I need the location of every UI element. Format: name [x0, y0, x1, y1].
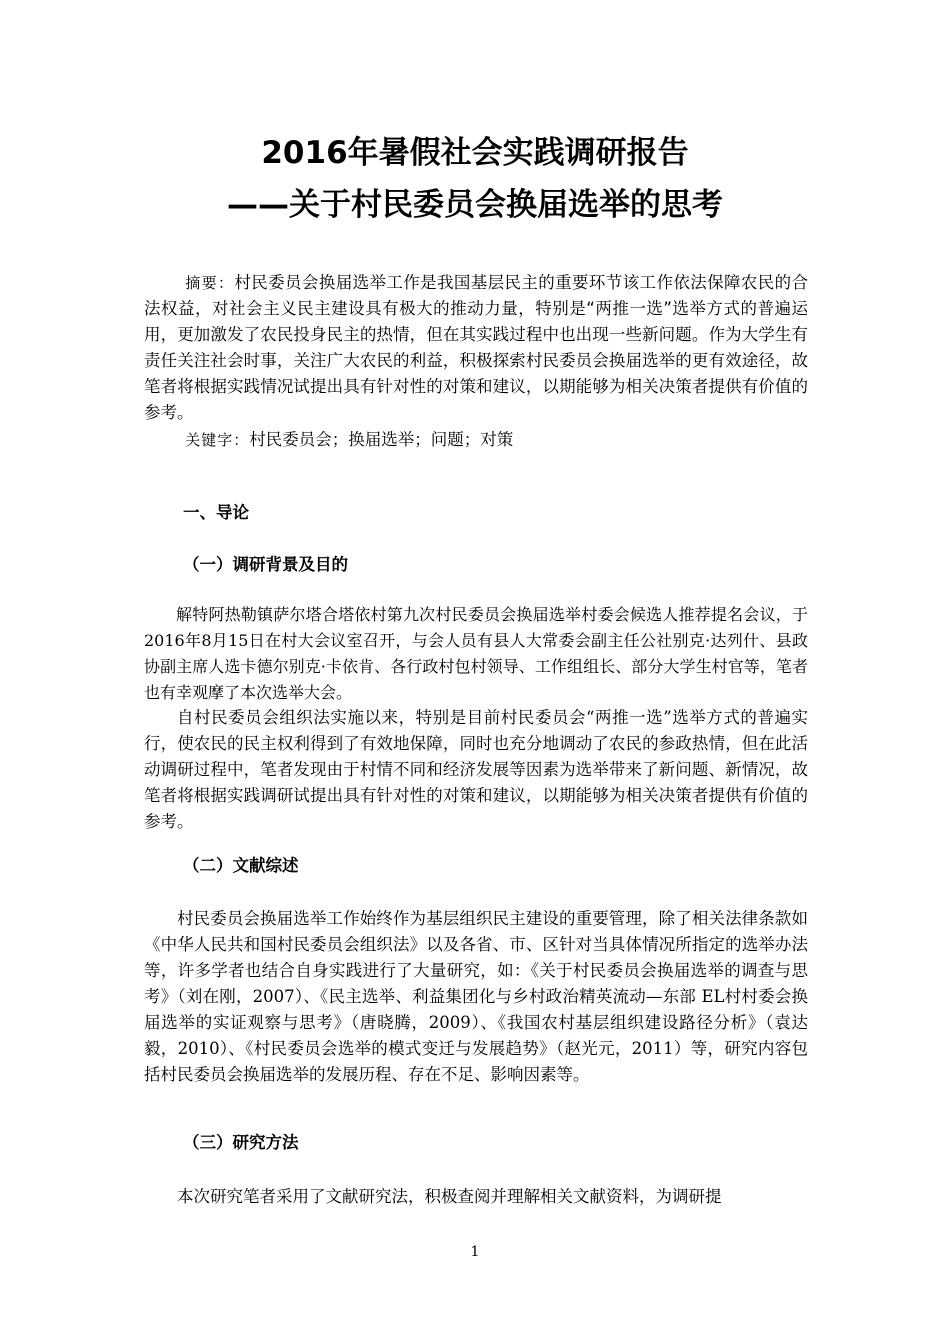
- paragraph-background-2: 自村民委员会组织法实施以来，特别是目前村民委员会“两推一选”选举方式的普遍实行，使农民的民主权利得到了有效地保障，同时也充分地调动了农民的参政热情，但在此活动调研过程中，笔者发现由于村情不同和经济发展等因素为选举带来了新问题、新情况，故笔者将根据实践调研试提出具有针对性的对策和建议，以期能够为相关决策者提供有价值的参考。: [144, 708, 808, 831]
- subsection-heading-literature: （二）文献综述: [183, 856, 299, 875]
- paragraph-method: 本次研究笔者采用了文献研究法，积极查阅并理解相关文献资料，为调研提: [177, 1187, 722, 1206]
- report-title: 2016年暑假社会实践调研报告: [261, 135, 689, 171]
- subsection-heading-background: （一）调研背景及目的: [183, 555, 348, 574]
- keywords-label: 关键字：: [185, 431, 250, 449]
- abstract: [144, 270, 808, 426]
- paragraph-background-1: 解特阿热勒镇萨尔塔合塔依村第九次村民委员会换届选举村委会候选人推荐提名会议，于2016年8月15日在村大会议室召开，与会人员有县人大常委会副主任公社别克·达列什、县政协副主席人选卡德尔别克·卡依肯、各行政村包村领导、工作组组长、部分大学生村官等，笔者也有幸观摩了本次选举大会。: [144, 605, 808, 702]
- paragraph-literature: 村民委员会换届选举工作始终作为基层组织民主建设的重要管理，除了相关法律条款如《中华人民共和国村民委员会组织法》以及各省、市、区针对当具体情况所指定的选举办法等，许多学者也结合自身实践进行了大量研究，如：《关于村民委员会换届选举的调查与思考》（刘在刚，2007）、《民主选举、利益集团化与乡村政治精英流动—东部 EL村村委会换届选举的实证观察与思考》（唐晓腾，2009）、《我国农村基层组织建设路径分析》（袁达毅，2010）、《村民委员会选举的模式变迁与发展趋势》（赵光元，2011）等，研究内容包括村民委员会换届选举的发展历程、存在不足、影响因素等。: [144, 909, 808, 1084]
- abstract-label: 摘要：: [185, 274, 235, 292]
- keywords-text: 村民委员会；换届选举；问题；对策: [249, 430, 514, 449]
- keywords: [144, 427, 808, 453]
- abstract-text: 村民委员会换届选举工作是我国基层民主的重要环节该工作依法保障农民的合法权益，对社会主义民主建设具有极大的推动力量，特别是“两推一选”选举方式的普遍运用，更加激发了农民投身民主的热情，但在其实践过程中也出现一些新问题。作为大学生有责任关注社会时事，关注广大农民的利益，积极探索村民委员会换届选举的更有效途径，故笔者将根据实践情况试提出具有针对性的对策和建议，以期能够为相关决策者提供有价值的参考。: [144, 273, 808, 422]
- report-subtitle: ——关于村民委员会换届选举的思考: [227, 187, 723, 223]
- subsection-heading-method: （三）研究方法: [183, 1133, 299, 1152]
- section-heading-introduction: 一、导论: [183, 503, 249, 522]
- page-number: 1: [470, 1244, 480, 1260]
